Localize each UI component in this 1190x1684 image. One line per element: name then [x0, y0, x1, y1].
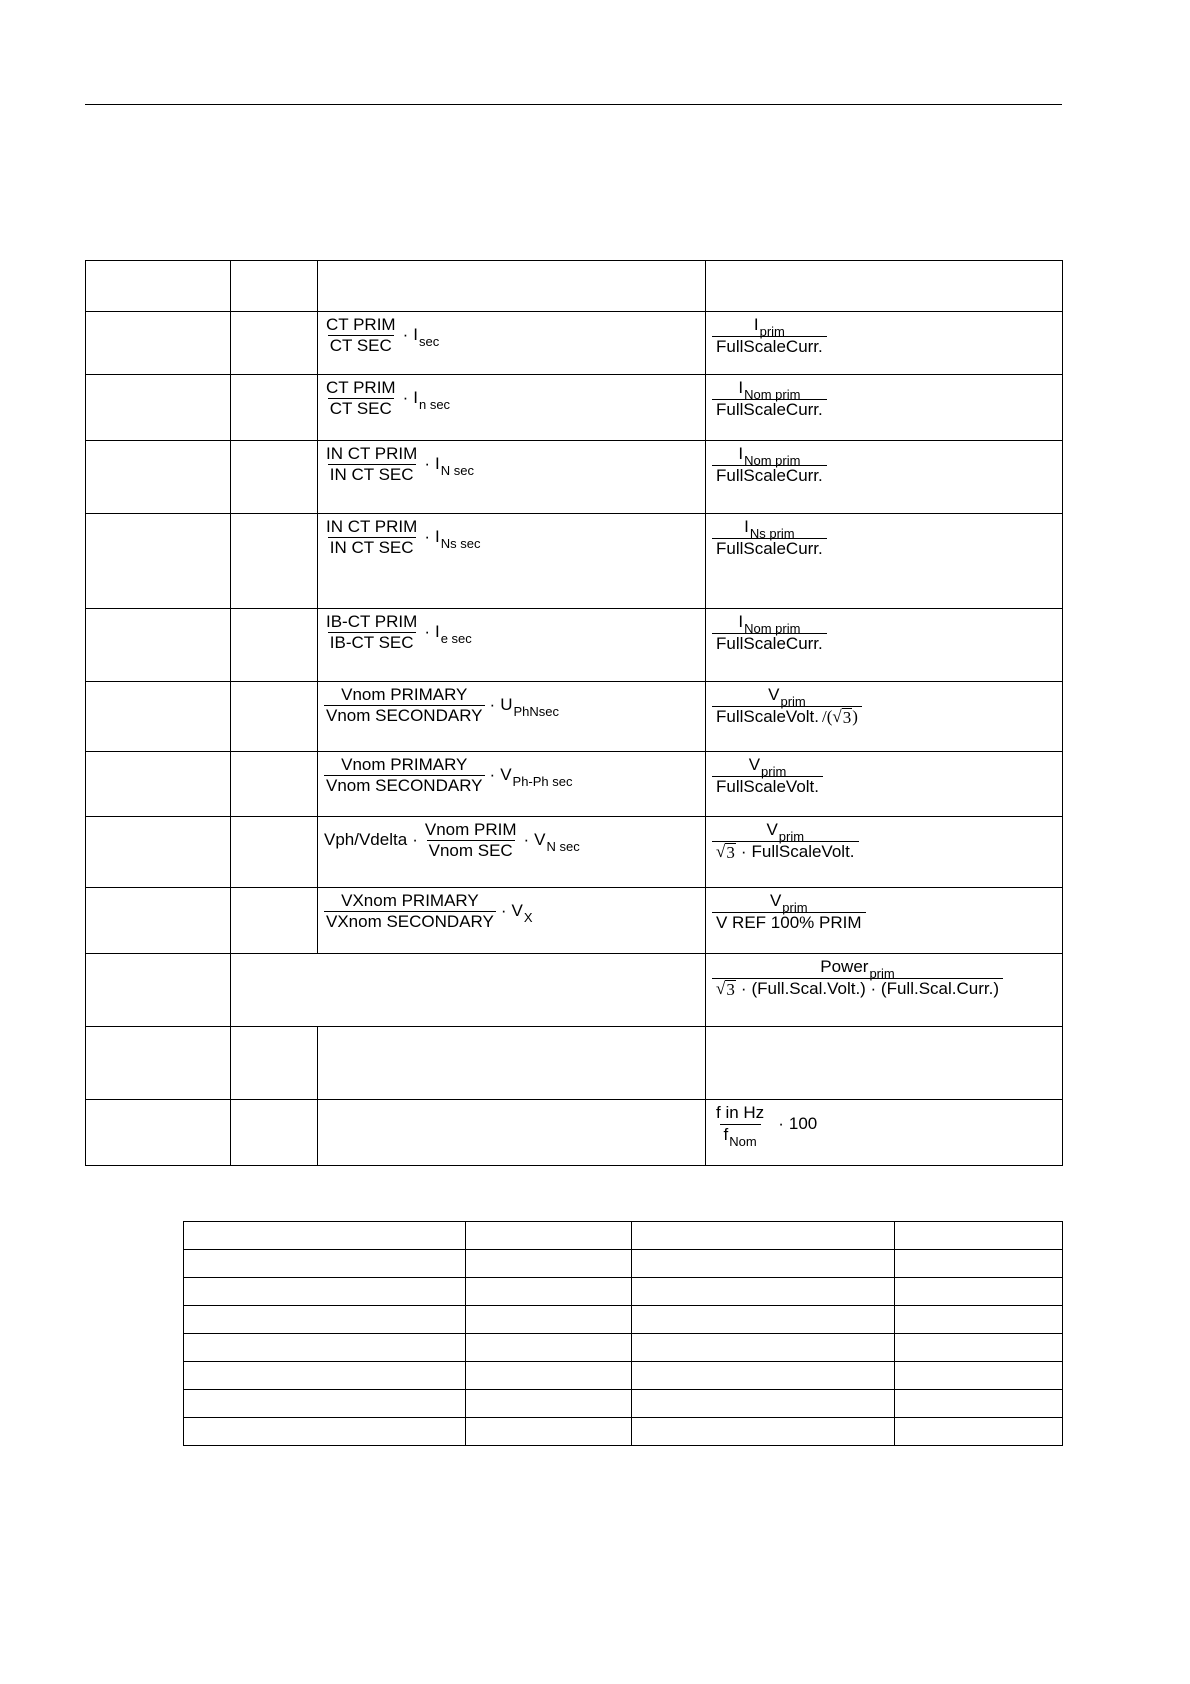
- percent-subscript: Nom: [729, 1133, 757, 1149]
- formula-numerator: VXnom PRIMARY: [341, 891, 479, 910]
- formula-variable: V: [534, 830, 546, 850]
- table-cell: [86, 817, 231, 888]
- formula-subscript: n sec: [418, 396, 451, 412]
- table-cell: [231, 441, 318, 514]
- table-cell: [231, 1027, 318, 1100]
- table-cell: [466, 1418, 632, 1446]
- percent-denominator: FullScaleCurr.: [712, 465, 827, 486]
- table-cell: [632, 1418, 895, 1446]
- table-cell: [318, 261, 706, 312]
- formula-variable: I: [413, 388, 418, 408]
- percent-factor: 100: [788, 1114, 818, 1134]
- multiply-dot: ·: [740, 841, 747, 861]
- percent-denominator: FullScaleCurr.: [712, 633, 827, 654]
- percent-formula: [706, 817, 1063, 888]
- percent-denominator: FullScaleCurr.: [712, 538, 827, 559]
- percent-formula: [706, 609, 1063, 682]
- percent-variable: I: [738, 612, 744, 631]
- multiply-dot: ·: [500, 901, 507, 921]
- table-row: [184, 1250, 1063, 1278]
- formula-denominator: IB-CT SEC: [329, 632, 414, 652]
- table-cell: [632, 1334, 895, 1362]
- table-cell: [231, 1100, 318, 1166]
- table-cell: [895, 1418, 1063, 1446]
- table-row: [184, 1222, 1063, 1250]
- percent-formula: [706, 888, 1063, 954]
- sqrt-symbol: √: [832, 706, 842, 726]
- multiply-dot: ·: [489, 695, 496, 715]
- sqrt-value: 3: [842, 707, 852, 727]
- percent-variable: V: [768, 685, 780, 704]
- table-cell: [632, 1250, 895, 1278]
- secondary-to-primary-formula: [318, 375, 706, 441]
- table-cell: [86, 609, 231, 682]
- percent-subscript: Ns prim: [749, 526, 795, 541]
- secondary-to-primary-formula: [318, 888, 706, 954]
- table-cell: [632, 1278, 895, 1306]
- table-cell: [466, 1334, 632, 1362]
- header-rule: [85, 104, 1062, 105]
- table-cell: [706, 1027, 1063, 1100]
- formula-numerator: Vnom PRIM: [424, 820, 517, 839]
- multiply-dot: ·: [402, 325, 409, 345]
- percent-subscript: Nom prim: [744, 621, 801, 636]
- table-row: [86, 312, 1063, 375]
- table-row: [86, 817, 1063, 888]
- multiply-dot: ·: [523, 830, 530, 850]
- percent-variable: V: [766, 820, 778, 839]
- percent-denominator: V REF 100% PRIM: [712, 912, 866, 933]
- table-cell: [895, 1334, 1063, 1362]
- table-cell: [231, 609, 318, 682]
- multiply-dot: ·: [424, 622, 430, 642]
- table-cell: [706, 261, 1063, 312]
- table-cell: [86, 888, 231, 954]
- formula-subscript: sec: [418, 333, 440, 349]
- secondary-to-primary-formula: [318, 752, 706, 817]
- percent-subscript: prim: [869, 966, 895, 981]
- table-cell: [466, 1306, 632, 1334]
- secondary-to-primary-formula: [318, 312, 706, 375]
- conversion-formula-table: [85, 260, 1063, 1166]
- percent-denominator: FullScaleCurr.: [712, 336, 827, 357]
- percent-formula: [706, 514, 1063, 609]
- percent-subscript: prim: [759, 324, 785, 339]
- formula-subscript: Ph-Ph sec: [512, 773, 573, 789]
- multiply-dot: ·: [402, 388, 409, 408]
- formula-variable: V: [500, 765, 512, 785]
- table-cell: [231, 888, 318, 954]
- formula-denominator: IN CT SEC: [329, 464, 414, 484]
- formula-prefix: Vph/Vdelta: [324, 830, 408, 850]
- table-cell: [86, 261, 231, 312]
- table-cell: [231, 261, 318, 312]
- formula-variable: I: [413, 325, 418, 345]
- formula-denominator: Vnom SEC: [428, 840, 513, 860]
- table-cell: [895, 1390, 1063, 1418]
- multiply-dot: ·: [424, 454, 430, 474]
- multiply-dot: ·: [778, 1114, 784, 1134]
- formula-denominator: Vnom SECONDARY: [326, 705, 483, 725]
- percent-subscript: prim: [761, 764, 787, 779]
- multiply-dot: ·: [412, 830, 418, 850]
- formula-numerator: Vnom PRIMARY: [341, 685, 468, 704]
- table-cell: [632, 1222, 895, 1250]
- table-cell: [184, 1250, 466, 1278]
- multiply-dot: ·: [424, 527, 430, 547]
- percent-denominator: FullScaleVolt.: [751, 841, 855, 861]
- formula-numerator: IN CT PRIM: [326, 517, 418, 536]
- formula-denominator: CT SEC: [329, 398, 392, 418]
- percent-subscript: prim: [782, 900, 808, 915]
- table-header-row: [86, 261, 1063, 312]
- formula-subscript: N sec: [546, 838, 580, 854]
- formula-variable: U: [500, 695, 513, 715]
- percent-denominator: (Full.Scal.Volt.) · (Full.Scal.Curr.): [751, 978, 1000, 998]
- table-cell: [466, 1250, 632, 1278]
- formula-denominator: IN CT SEC: [329, 537, 414, 557]
- table-cell: [231, 752, 318, 817]
- percent-variable: I: [744, 517, 749, 536]
- table-row: [184, 1334, 1063, 1362]
- table-cell: [466, 1390, 632, 1418]
- percent-formula: [706, 375, 1063, 441]
- table-row: [184, 1362, 1063, 1390]
- percent-subscript: prim: [778, 829, 805, 844]
- table-cell: [231, 682, 318, 752]
- table-cell: [184, 1222, 466, 1250]
- table-row: [86, 1027, 1063, 1100]
- table-cell: [86, 1027, 231, 1100]
- formula-numerator: CT PRIM: [326, 378, 396, 397]
- percent-variable: I: [753, 315, 759, 334]
- percent-variable: Power: [820, 957, 869, 976]
- formula-subscript: X: [523, 909, 533, 925]
- sqrt-expression: [716, 843, 736, 862]
- table-cell: [86, 514, 231, 609]
- table-cell: [184, 1306, 466, 1334]
- sqrt-symbol: √: [716, 978, 726, 998]
- percent-subscript: prim: [780, 694, 806, 709]
- table-cell: [231, 514, 318, 609]
- table-cell: [632, 1306, 895, 1334]
- table-row: [184, 1278, 1063, 1306]
- formula-numerator: Vnom PRIMARY: [341, 755, 468, 774]
- formula-variable: I: [434, 454, 440, 474]
- table-cell: [231, 375, 318, 441]
- table-cell: [86, 1100, 231, 1166]
- formula-variable: V: [511, 901, 523, 921]
- percent-variable: I: [738, 444, 744, 463]
- table-cell: [895, 1362, 1063, 1390]
- formula-subscript: Ns sec: [440, 535, 481, 551]
- sqrt-expression: [832, 708, 852, 727]
- secondary-to-primary-formula: [318, 682, 706, 752]
- table-cell: [466, 1222, 632, 1250]
- formula-subscript: e sec: [440, 630, 472, 646]
- table-cell: [86, 441, 231, 514]
- table-cell: [86, 682, 231, 752]
- formula-denominator: Vnom SECONDARY: [326, 775, 483, 795]
- sqrt-expression: [716, 980, 736, 999]
- percent-formula: [706, 1100, 1063, 1166]
- table-cell: [318, 1100, 706, 1166]
- sqrt-value: 3: [726, 979, 735, 999]
- percent-variable: f: [723, 1124, 729, 1144]
- table-cell: [86, 375, 231, 441]
- formula-subscript: PhNsec: [513, 703, 559, 719]
- table-cell: [895, 1306, 1063, 1334]
- percent-denominator: FullScaleCurr.: [712, 399, 827, 420]
- table-cell: [466, 1278, 632, 1306]
- table-cell: [184, 1362, 466, 1390]
- table-row: [184, 1306, 1063, 1334]
- formula-denominator: VXnom SECONDARY: [326, 911, 494, 931]
- percent-variable: I: [738, 378, 744, 397]
- table-row: [86, 954, 1063, 1027]
- divide-close: ): [852, 706, 858, 726]
- formula-variable: I: [434, 527, 440, 547]
- table-cell: [466, 1362, 632, 1390]
- table-row: [184, 1418, 1063, 1446]
- percent-numerator: f in Hz: [716, 1103, 765, 1122]
- table-cell: [632, 1390, 895, 1418]
- divide-open: /(: [822, 706, 833, 726]
- multiply-dot: ·: [740, 978, 747, 998]
- secondary-to-primary-formula: [318, 441, 706, 514]
- table-row: [86, 609, 1063, 682]
- table-cell: [318, 1027, 706, 1100]
- percent-formula: [706, 752, 1063, 817]
- table-cell-merged: [231, 954, 706, 1027]
- formula-numerator: IN CT PRIM: [326, 444, 418, 463]
- table-cell: [184, 1334, 466, 1362]
- table-row: [184, 1390, 1063, 1418]
- multiply-dot: ·: [489, 765, 496, 785]
- percent-subscript: Nom prim: [744, 387, 801, 402]
- table-cell: [895, 1222, 1063, 1250]
- sqrt-symbol: √: [716, 841, 726, 861]
- table-row: [86, 1100, 1063, 1166]
- percent-formula: [706, 441, 1063, 514]
- percent-denominator: FullScaleVolt.: [712, 776, 823, 797]
- table-cell: [895, 1278, 1063, 1306]
- percent-denominator: FullScaleVolt.: [716, 706, 819, 726]
- table-cell: [86, 954, 231, 1027]
- sqrt-value: 3: [726, 842, 735, 862]
- table-cell: [184, 1278, 466, 1306]
- table-cell: [632, 1362, 895, 1390]
- table-cell: [86, 752, 231, 817]
- percent-formula: [706, 954, 1063, 1027]
- table-row: [86, 514, 1063, 609]
- percent-subscript: Nom prim: [744, 453, 801, 468]
- formula-denominator: CT SEC: [329, 335, 392, 355]
- table-row: [86, 441, 1063, 514]
- table-row: [86, 888, 1063, 954]
- formula-numerator: IB-CT PRIM: [326, 612, 418, 631]
- table-cell: [231, 817, 318, 888]
- table-row: [86, 375, 1063, 441]
- formula-numerator: CT PRIM: [326, 315, 396, 334]
- table-cell: [895, 1250, 1063, 1278]
- percent-variable: V: [769, 891, 782, 910]
- percent-variable: V: [748, 755, 761, 774]
- secondary-to-primary-formula: [318, 514, 706, 609]
- secondary-to-primary-formula: [318, 609, 706, 682]
- table-row: [86, 682, 1063, 752]
- table-cell: [184, 1418, 466, 1446]
- table-row: [86, 752, 1063, 817]
- percent-formula: [706, 312, 1063, 375]
- table-cell: [231, 312, 318, 375]
- secondary-to-primary-formula: [318, 817, 706, 888]
- empty-value-table: [183, 1221, 1063, 1446]
- table-cell: [184, 1390, 466, 1418]
- table-cell: [86, 312, 231, 375]
- formula-subscript: N sec: [440, 462, 474, 478]
- percent-formula: [706, 682, 1063, 752]
- formula-variable: I: [434, 622, 440, 642]
